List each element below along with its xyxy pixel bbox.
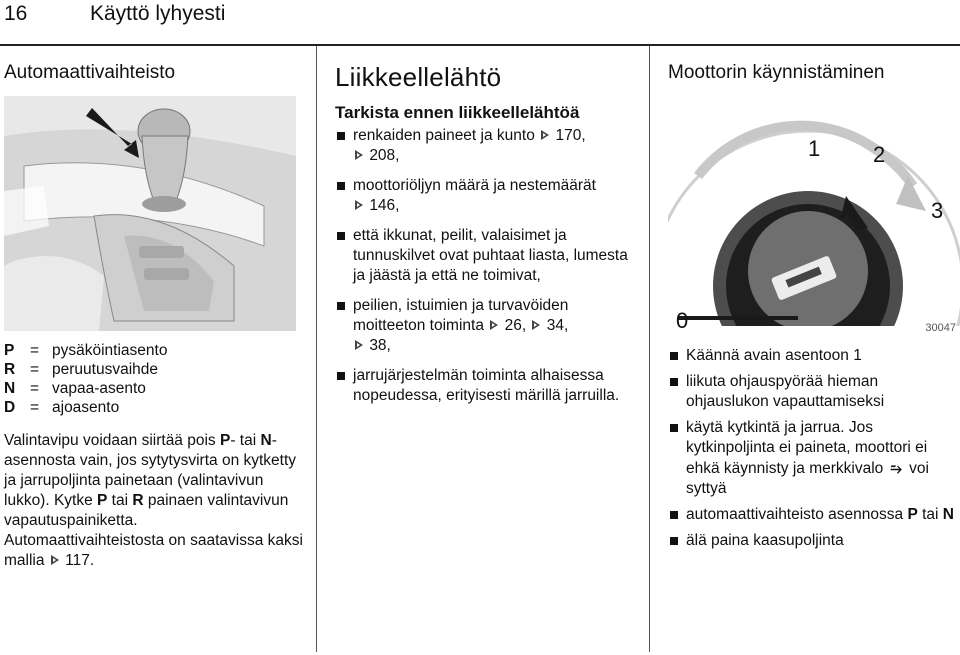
gear-key: P — [4, 342, 15, 359]
gear-key: D — [4, 399, 16, 416]
engine-start-column — [668, 60, 958, 551]
list-item: älä paina kaasupoljinta — [668, 531, 958, 551]
glow-plug-icon: ⥲ — [890, 460, 902, 476]
page-header — [0, 0, 960, 46]
gear-position-r — [4, 360, 304, 379]
gear-description: vapaa-asento — [52, 380, 146, 397]
page-reference[interactable]: 208, — [369, 147, 400, 164]
list-item: että ikkunat, peilit, valaisimet ja tunnuskilvet ovat puhtaat liasta, lumesta ja jäästä ja että ne toimivat, — [335, 226, 635, 286]
section-title-engine-start: Moottorin käynnistäminen — [668, 62, 885, 83]
position-label-3: 3 — [931, 198, 944, 223]
ignition-switch-figure — [668, 96, 960, 336]
page-reference[interactable]: 117. — [65, 552, 95, 569]
column-divider-2 — [649, 46, 650, 652]
pre-drive-checklist — [335, 126, 635, 406]
header-rule — [0, 44, 960, 46]
page-ref-arrow-icon — [355, 150, 363, 160]
list-item: renkaiden paineet ja kunto 170, 208, — [335, 126, 635, 166]
page-ref-arrow-icon — [355, 200, 363, 210]
transmission-column — [4, 60, 304, 571]
page-ref-arrow-icon — [51, 555, 59, 565]
list-item: automaattivaihteisto asennossa P tai N — [668, 505, 958, 525]
gear-position-d — [4, 398, 304, 417]
position-label-1: 1 — [808, 136, 821, 161]
equals-sign: = — [30, 399, 40, 416]
gear-key: R — [4, 361, 16, 378]
gear-selector-figure — [4, 96, 296, 331]
page-reference[interactable]: 146, — [369, 197, 400, 214]
figure-number: 30047 — [925, 322, 956, 334]
position-label-0: 0 — [676, 308, 689, 333]
gear-position-p — [4, 341, 304, 360]
position-label-2: 2 — [873, 142, 886, 167]
chapter-title: Käyttö lyhyesti — [90, 2, 226, 25]
list-item: Käännä avain asentoon 1 — [668, 346, 958, 366]
page-ref-arrow-icon — [541, 130, 549, 140]
list-item: liikuta ohjauspyörää hieman ohjauslukon vapauttamiseksi — [668, 372, 958, 412]
gear-key: N — [4, 380, 16, 397]
section-title-transmission: Automaattivaihteisto — [4, 62, 176, 83]
page-reference[interactable]: 38, — [369, 337, 391, 354]
page-ref-arrow-icon — [532, 320, 540, 330]
section-title-starting-off: Liikkeellelähtö — [335, 62, 502, 92]
list-item: peilien, istuimien ja turvavöiden moitteeton toiminta 26, 34, 38, — [335, 296, 635, 356]
page-reference[interactable]: 170, — [555, 127, 586, 144]
gear-position-n — [4, 379, 304, 398]
equals-sign: = — [30, 361, 40, 378]
page-reference[interactable]: 26, — [504, 317, 527, 334]
list-item: jarrujärjestelmän toiminta alhaisessa nopeudessa, erityisesti märillä jarruilla. — [335, 366, 635, 406]
equals-sign: = — [30, 380, 40, 397]
page-number: 16 — [4, 2, 28, 25]
page-ref-arrow-icon — [490, 320, 498, 330]
gear-positions-list — [4, 341, 304, 417]
list-item: käytä kytkintä ja jarrua. Jos kytkinpoljinta ei paineta, moottori ei ehkä käynnisty ja merkkivalo ⥲ voi syttyä — [668, 418, 958, 499]
page-ref-arrow-icon — [355, 340, 363, 350]
column-divider-1 — [316, 46, 317, 652]
equals-sign: = — [30, 342, 40, 359]
list-item: moottoriöljyn määrä ja nestemäärät 146, — [335, 176, 635, 216]
selector-lock-paragraph: Valintavipu voidaan siirtää pois P- tai N-asennosta vain, jos sytytysvirta on kytketty ja jarrupoljinta painetaan (valintavivun lukko). Kytke P tai R painaen valintavivun vapautuspainiketta. — [4, 432, 297, 529]
gear-description: ajoasento — [52, 399, 120, 416]
starting-off-column — [335, 60, 635, 406]
gear-description: pysäköintiasento — [52, 342, 168, 359]
engine-start-steps — [668, 346, 958, 551]
page-reference[interactable]: 34, — [546, 317, 569, 334]
gear-description: peruutusvaihde — [52, 361, 158, 378]
transmission-models-paragraph: Automaattivaihteistosta on saatavissa kaksi mallia 117. — [4, 532, 303, 569]
checklist-heading: Tarkista ennen liikkeellelähtöä — [335, 103, 580, 122]
